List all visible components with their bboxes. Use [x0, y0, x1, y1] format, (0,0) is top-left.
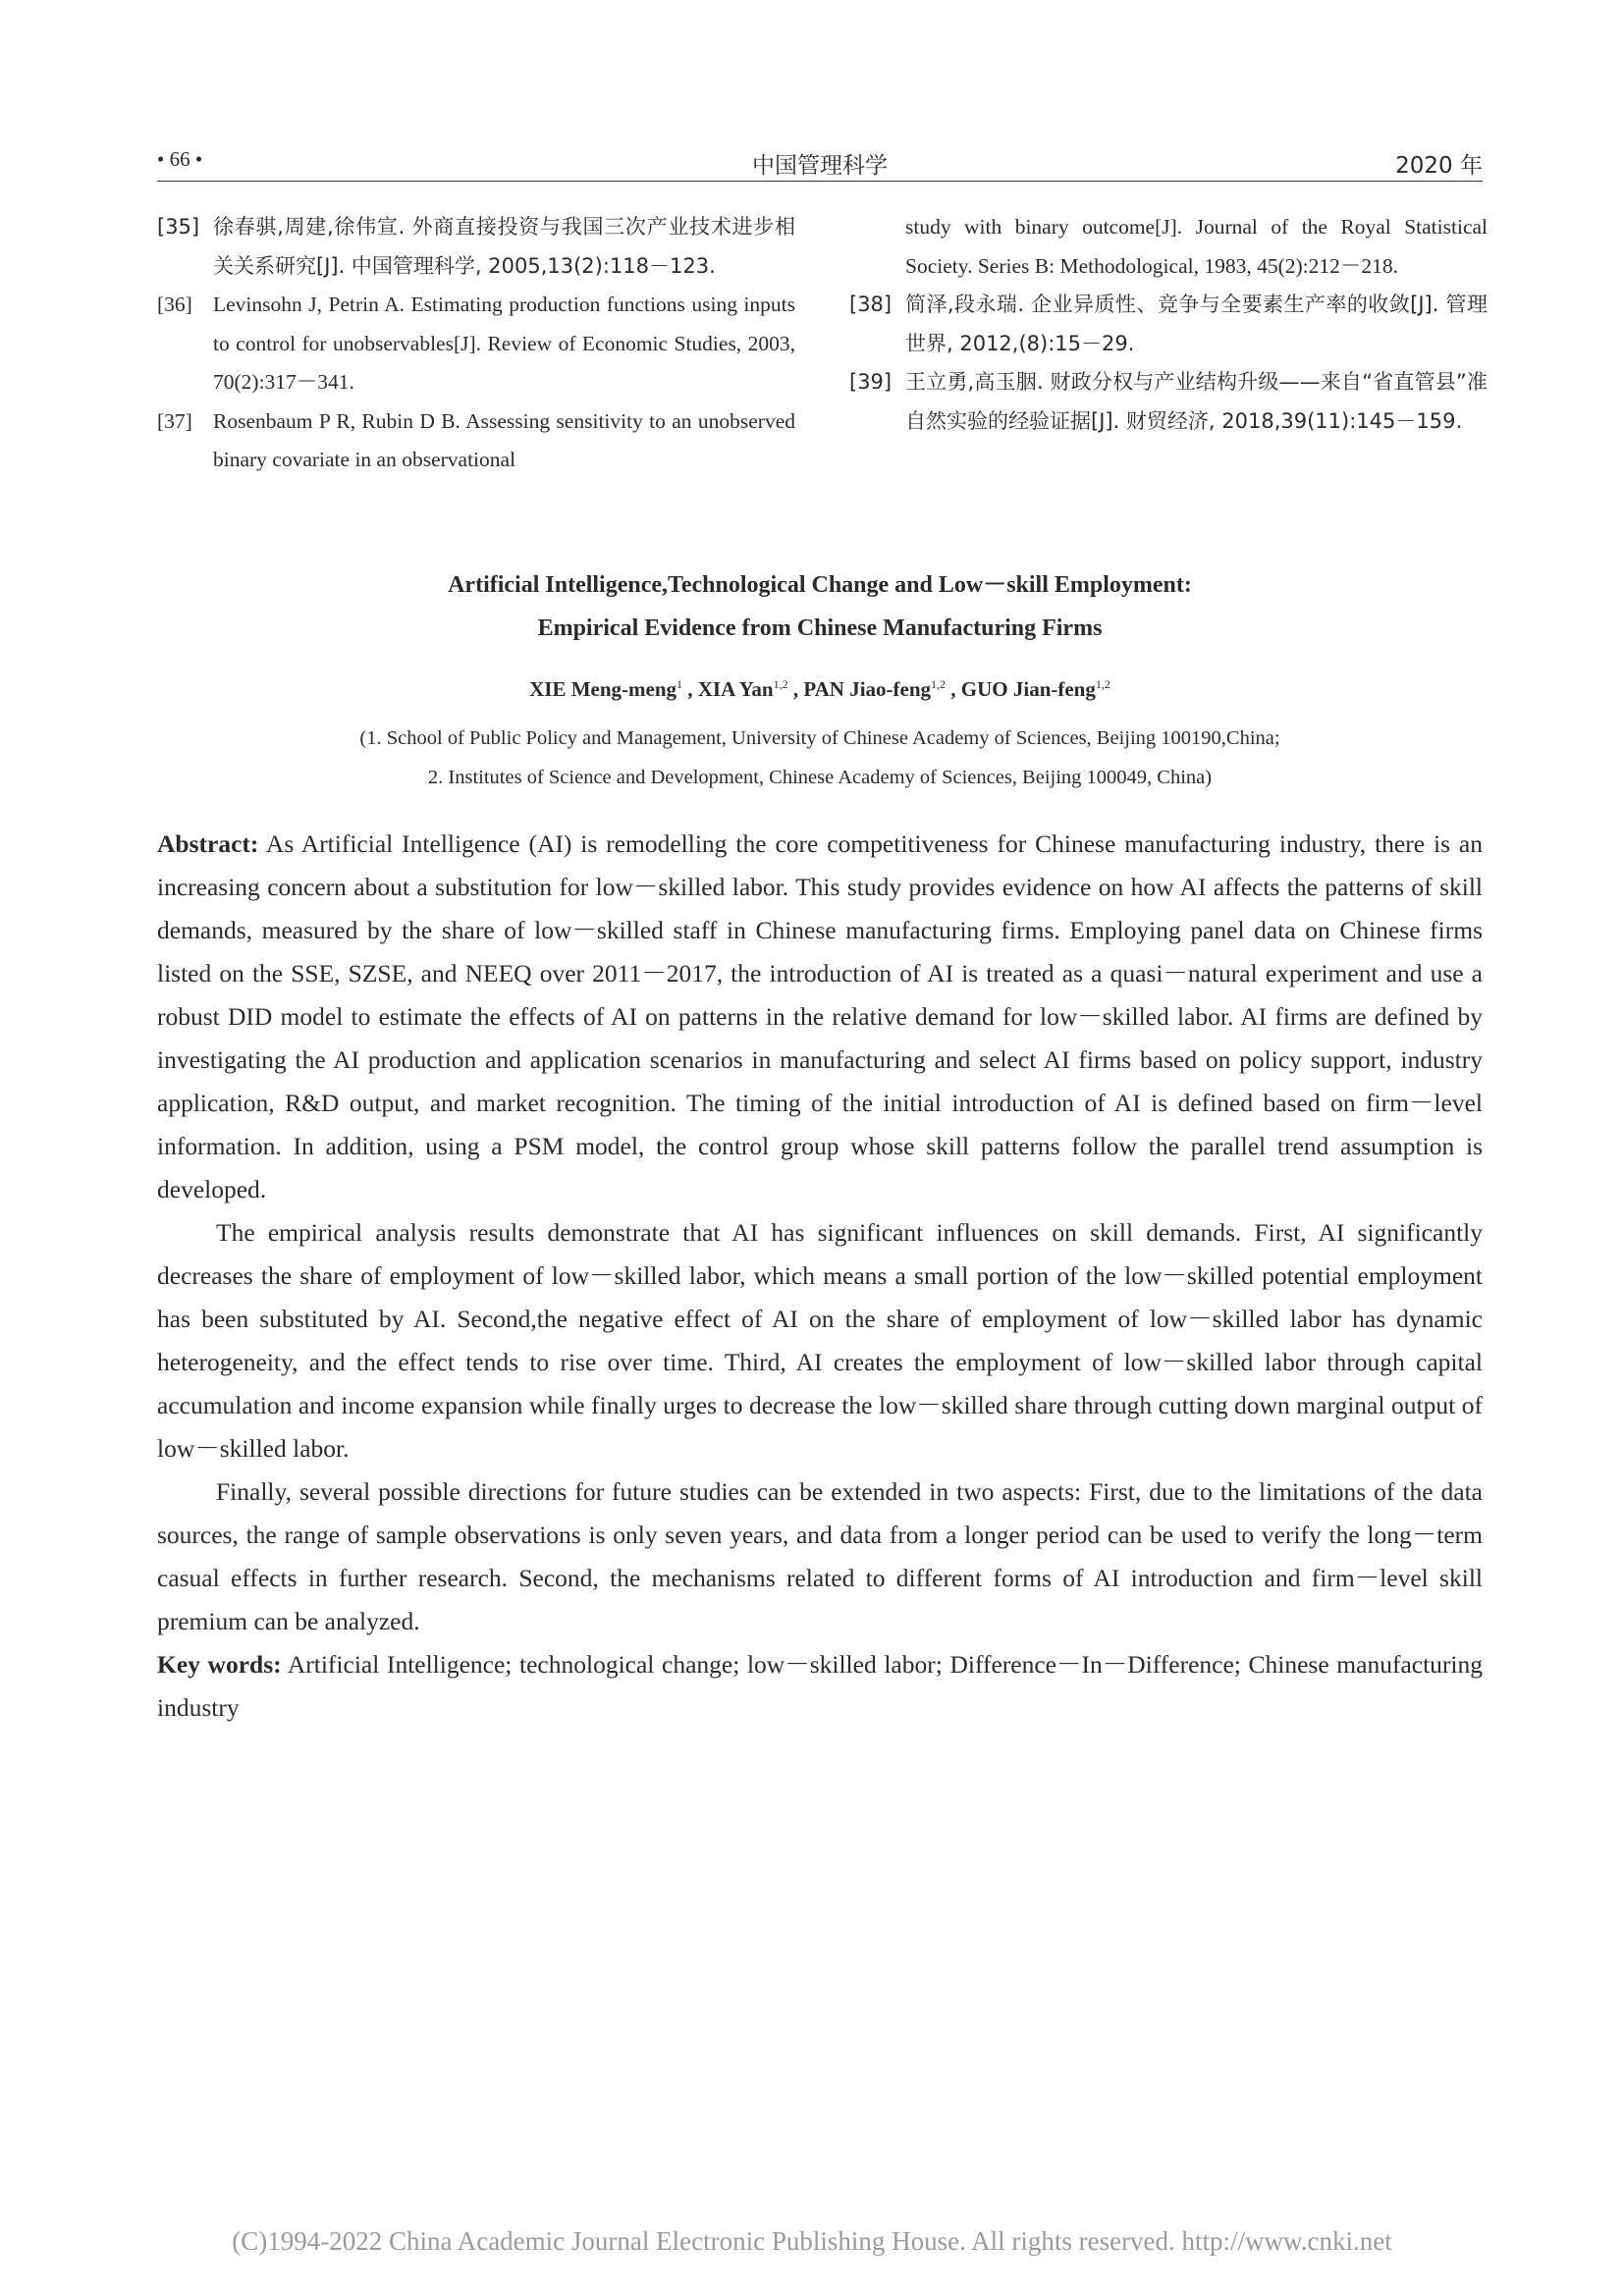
- abstract-section: [157, 823, 1483, 1730]
- author-name: GUO Jian-feng: [960, 677, 1096, 701]
- publication-year: 2020 年: [1395, 153, 1483, 179]
- references-right-column: [849, 208, 1488, 441]
- reference-text: 徐春骐,周建,徐伟宣. 外商直接投资与我国三次产业技术进步相关关系研究[J]. 中国管理科学, 2005,13(2):118－123.: [213, 215, 795, 278]
- author-name: PAN Jiao-feng: [803, 677, 932, 701]
- title-line: Artificial Intelligence,Technological Change and Low－skill Employment:: [448, 572, 1192, 598]
- reference-text: Rosenbaum P R, Rubin D B. Assessing sensitivity to an unobserved binary covariate in an observational: [213, 408, 795, 471]
- reference-item: [157, 208, 795, 286]
- reference-number: [35]: [157, 215, 200, 239]
- abstract-text: As Artificial Intelligence (AI) is remodelling the core competitiveness for Chinese manufacturing industry, there is an increasing concern about a substitution for low－skilled labor. This study provides evidence on how AI affects the patterns of skill demands, measured by the share of low－skilled staff in Chinese manufacturing firms. Employing panel data on Chinese firms listed on the SSE, SZSE, and NEEQ over 2011－2017, the introduction of AI is treated as a quasi－natural experiment and use a robust DID model to estimate the effects of AI on patterns in the relative demand for low－skilled labor. AI firms are defined by investigating the AI production and application scenarios in manufacturing and select AI firms based on policy support, industry application, R&D output, and market recognition. The timing of the initial introduction of AI is defined based on firm－level information. In addition, using a PSM model, the control group whose skill patterns follow the parallel trend assumption is developed.: [157, 829, 1483, 1203]
- reference-item: [849, 286, 1488, 363]
- author-affiliation-mark: 1,2: [773, 677, 788, 691]
- title-line: Empirical Evidence from Chinese Manufacturing Firms: [537, 615, 1103, 641]
- reference-text: 简泽,段永瑞. 企业异质性、竞争与全要素生产率的收敛[J]. 管理世界, 2012,(8):15－29.: [905, 293, 1488, 355]
- reference-continuation: [849, 208, 1488, 286]
- keywords-text: Artificial Intelligence; technological change; low－skilled labor; Difference－In－Difference; Chinese manufacturing industry: [157, 1650, 1483, 1722]
- reference-text: study with binary outcome[J]. Journal of the Royal Statistical Society. Series B: Methodological, 1983, 45(2):212－218.: [905, 215, 1488, 278]
- affiliation-line: 2. Institutes of Science and Development, Chinese Academy of Sciences, Beijing 100049, China): [427, 767, 1213, 788]
- author-separator: ,: [682, 677, 698, 701]
- reference-number: [36]: [157, 293, 192, 316]
- reference-text: Levinsohn J, Petrin A. Estimating production functions using inputs to control for unobservables[J]. Review of Economic Studies, 2003, 70(2):317－341.: [213, 293, 795, 394]
- reference-number: [37]: [157, 408, 192, 433]
- reference-text: 王立勇,高玉胭. 财政分权与产业结构升级——来自“省直管县”准自然实验的经验证据[J]. 财贸经济, 2018,39(11):145－159.: [905, 370, 1488, 433]
- page-header: [157, 147, 1483, 177]
- author-separator: ,: [946, 677, 961, 701]
- author-separator: ,: [787, 677, 804, 701]
- abstract-label: Abstract:: [157, 829, 259, 858]
- author-name: XIA Yan: [697, 677, 774, 701]
- reference-item: [157, 402, 795, 480]
- affiliations: [157, 719, 1483, 797]
- reference-item: [157, 286, 795, 402]
- abstract-paragraph: The empirical analysis results demonstrate that AI has significant influences on skill demands. First, AI significantly decreases the share of employment of low－skilled labor, which means a small portion of the low－skilled potential employment has been substituted by AI. Second,the negative effect of AI on the share of employment of low－skilled labor has dynamic heterogeneity, and the effect tends to rise over time. Third, AI creates the employment of low－skilled labor through capital accumulation and income expansion while finally urges to decrease the low－skilled share through cutting down marginal output of low－skilled labor.: [157, 1218, 1483, 1463]
- abstract-paragraph: Finally, several possible directions for future studies can be extended in two aspects: First, due to the limitations of the data sources, the range of sample observations is only seven years, and data from a longer period can be used to verify the long－term casual effects in further research. Second, the mechanisms related to different forms of AI introduction and firm－level skill premium can be analyzed.: [157, 1477, 1483, 1635]
- author-list: [157, 677, 1483, 702]
- article-title: [157, 563, 1483, 650]
- abstract-paragraph: [157, 823, 1483, 1211]
- author-affiliation-mark: 1: [677, 677, 683, 691]
- author-name: XIE Meng-meng: [529, 677, 677, 701]
- keywords: [157, 1643, 1483, 1730]
- author-affiliation-mark: 1,2: [931, 677, 947, 691]
- reference-number: [38]: [849, 293, 893, 316]
- journal-name: 中国管理科学: [752, 153, 888, 179]
- page-number: • 66 •: [157, 147, 203, 171]
- header-divider: [157, 181, 1483, 182]
- author-affiliation-mark: 1,2: [1095, 677, 1110, 691]
- reference-item: [849, 363, 1488, 441]
- reference-number: [39]: [849, 370, 893, 394]
- copyright-footer: (C)1994-2022 China Academic Journal Electronic Publishing House. All rights reserved. http://www.cnki.net: [232, 2226, 1392, 2256]
- affiliation-line: (1. School of Public Policy and Management, University of Chinese Academy of Sciences, Beijing 100190,China;: [359, 727, 1280, 749]
- keywords-label: Key words:: [157, 1650, 282, 1679]
- references-left-column: [157, 208, 795, 480]
